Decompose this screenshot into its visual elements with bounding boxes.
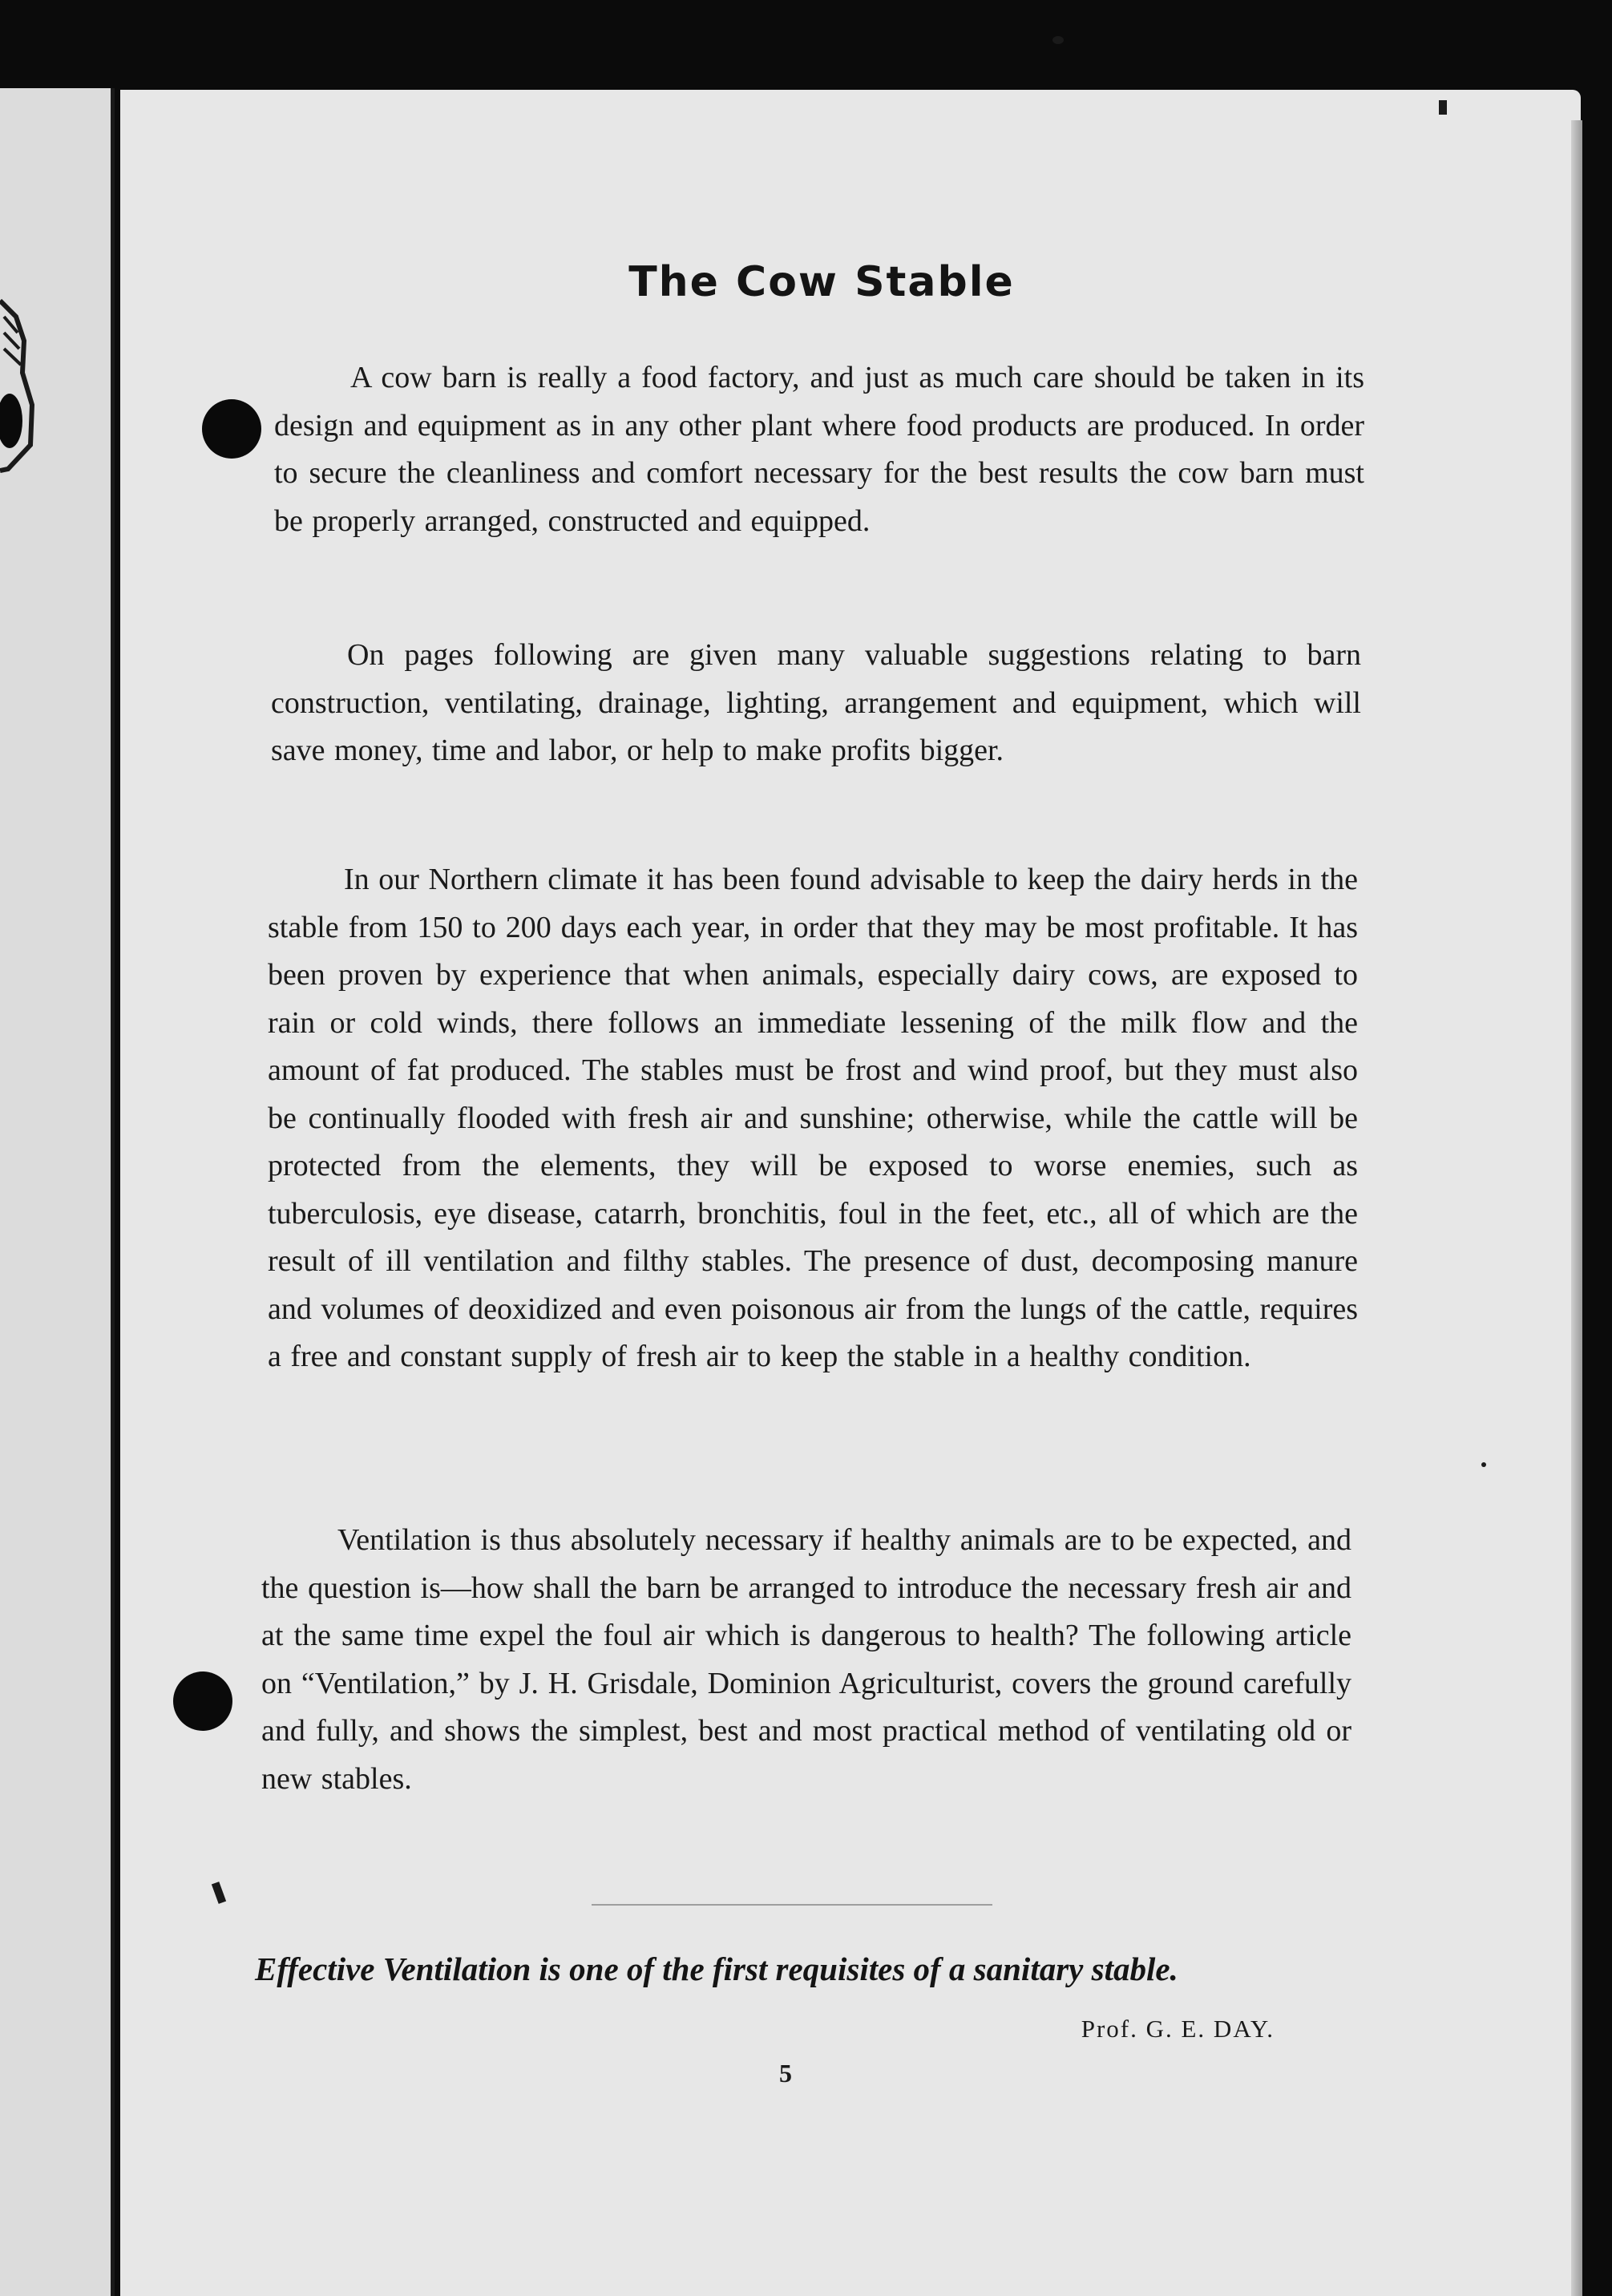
quote-attribution: Prof. G. E. DAY. [1081,2015,1275,2043]
page-title: The Cow Stable [628,258,1015,306]
paragraph-2: On pages following are given many valuable suggestions relating to barn construction, ventilating, drainage, lighting, arrangement and equipment, which will save money, time and labor, or help to make profits bigger. [271,638,1361,767]
page-number: 5 [779,2059,792,2088]
binding-line [111,88,115,2296]
paragraph-3: In our Northern climate it has been found advisable to keep the dairy herds in the stable from 150 to 200 days each year, in order that they may be most profitable. It has been proven by experience that when animals, especially dairy cows, are exposed to rain or cold winds, there follows an immediate lessening of the milk flow and the amount of fat produced. The stables must be frost and wind proof, but they must also be continually flooded with fresh air and sunshine; otherwise, while the cattle will be protected from the elements, they will be exposed to worse enemies, such as tuberculosis, eye disease, catarrh, bronchitis, foul in the feet, etc., all of which are the result of ill ventilation and filthy stables. The presence of dust, decomposing manure and volumes of deoxidized and even poisonous air from the lungs of the cattle, requires a free and constant supply of fresh air to keep the stable in a healthy condition. [268,863,1358,1373]
facing-page-illustration [0,285,48,477]
ink-speck [1439,100,1447,115]
punch-hole-top [202,399,261,459]
divider-rule [592,1904,992,1906]
page-edge-shadow [1571,120,1582,2296]
ink-speck [1052,36,1064,44]
paragraph-4: Ventilation is thus absolutely necessary if healthy animals are to be expected, and the question is—how shall the barn be arranged to introduce the necessary fresh air and at the same time expel the foul air which is dangerous to health? The following article on “Ventilation,” by J. H. Grisdale, Dominion Agriculturist, covers the ground carefully and fully, and shows the simplest, best and most practical method of ventilating old or new stables. [261,1523,1351,1796]
punch-hole-bottom [173,1671,232,1731]
paragraph-1: A cow barn is really a food factory, and just as much care should be taken in its design and equipment as in any other plant where food products are produced. In order to secure the cleanliness and comfort necessary for the best results the cow barn must be properly arranged, constructed and equipped. [274,361,1364,538]
ink-speck [1481,1462,1486,1467]
quote: Effective Ventilation is one of the first requisites of a sanitary stable. [255,1950,1178,1987]
